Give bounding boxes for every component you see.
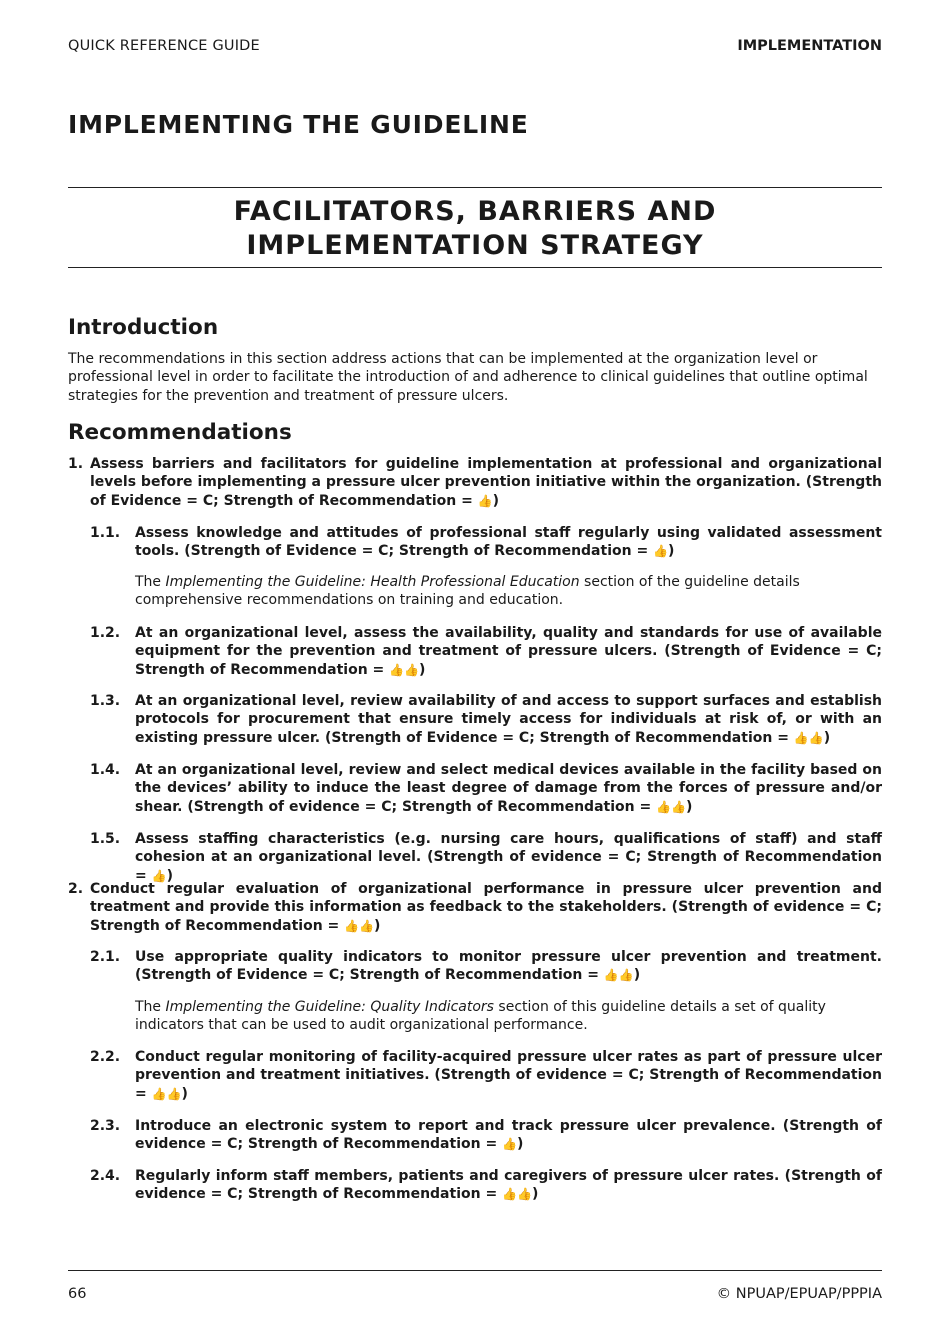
recommendation-text: Conduct regular monitoring of facility-acquired pressure ulcer rates as part of pressure ulcer prevention and treatment initiatives. (Strength of evidence = C; Strength of Recommendation = [135,1049,882,1102]
page-number: 66 [68,1286,87,1302]
recommendation-text: Conduct regular evaluation of organizational performance in pressure ulcer prevention and treatment and provide this information as feedback to the stakeholders. (Strength of evidence = C; Strength of Recommendation = [90,881,882,934]
thumbs-up-icon: 👍 [653,544,669,559]
title-bottom-rule [68,267,882,268]
recommendation-1-2: 1.2. At an organizational level, assess the availability, quality and standards for use of available equipment for the prevention and treatment of pressure ulcers. (Strength of Evidence = C; Strength of Recommendation = 👍👍) [90,625,882,678]
chapter-title-line-1: FACILITATORS, BARRIERS AND [233,196,717,227]
recommendation-number: 1.2. [90,625,121,641]
header-section-name: IMPLEMENTATION [737,38,882,54]
recommendation-2: 2. Conduct regular evaluation of organizational performance in pressure ulcer prevention and treatment and provide this information as feedback to the stakeholders. (Strength of evidence = C; Strength of Recommendation = 👍👍) [68,881,882,934]
page-footer [68,1286,882,1306]
recommendation-number: 2.4. [90,1168,121,1184]
recommendation-number: 2.3. [90,1118,121,1134]
cross-reference: Implementing the Guideline: Health Professional Education [165,574,580,590]
thumbs-up-icon: 👍 [502,1137,518,1152]
recommendation-text: At an organizational level, review availability of and access to support surfaces and establish protocols for procurement that ensure timely access for individuals at risk of, or with an existing pressure ulcer. (Strength of Evidence = C; Strength of Recommendation = [135,693,882,746]
recommendation-text: Assess staffing characteristics (e.g. nursing care hours, qualifications of staff) and staff cohesion at an organizational level. (Strength of evidence = C; Strength of Recommendation = [135,831,882,884]
recommendation-text: Assess knowledge and attitudes of professional staff regularly using validated assessment tools. (Strength of Evidence = C; Strength of Recommendation = [135,525,882,560]
running-header [68,38,882,58]
introduction-heading: Introduction [68,315,219,340]
recommendation-number: 1.5. [90,831,121,847]
recommendation-2-3: 2.3. Introduce an electronic system to report and track pressure ulcer prevalence. (Strength of evidence = C; Strength of Recommendation = 👍) [90,1118,882,1153]
header-guide-name: QUICK REFERENCE GUIDE [68,38,260,54]
copyright: © NPUAP/EPUAP/PPPIA [716,1286,882,1302]
thumbs-up-icon: 👍👍 [344,918,375,933]
footer-rule [68,1270,882,1271]
recommendation-text: Introduce an electronic system to report and track pressure ulcer prevalence. (Strength of evidence = C; Strength of Recommendation = [135,1118,882,1153]
section-title: IMPLEMENTING THE GUIDELINE [68,110,529,139]
note-health-professional-education: The Implementing the Guideline: Health Professional Education section of the guideline details comprehensive recommendations on training and education. [135,574,800,609]
thumbs-up-icon: 👍👍 [656,799,686,814]
recommendation-2-4: 2.4. Regularly inform staff members, patients and caregivers of pressure ulcer rates. (Strength of evidence = C; Strength of Recommendation = 👍👍) [90,1168,882,1203]
recommendation-number: 2. [68,881,84,897]
thumbs-up-icon: 👍👍 [502,1187,532,1202]
thumbs-up-icon: 👍 [477,493,493,508]
recommendation-number: 1.3. [90,693,121,709]
title-top-rule [68,187,882,188]
note-quality-indicators: The Implementing the Guideline: Quality Indicators section of this guideline details a set of quality indicators that can be used to audit organizational performance. [135,999,826,1034]
recommendation-text: At an organizational level, assess the availability, quality and standards for use of available equipment for the prevention and treatment of pressure ulcers. (Strength of Evidence = C; Strength of Recommendation = [135,625,882,678]
recommendation-2-2: 2.2. Conduct regular monitoring of facility-acquired pressure ulcer rates as part of pressure ulcer prevention and treatment initiatives. (Strength of evidence = C; Strength of Recommendation = 👍👍) [90,1049,882,1102]
recommendation-1-1: 1.1. Assess knowledge and attitudes of professional staff regularly using validated assessment tools. (Strength of Evidence = C; Strength of Recommendation = 👍) [90,525,882,560]
recommendation-1-5: 1.5. Assess staffing characteristics (e.g. nursing care hours, qualifications of staff) and staff cohesion at an organizational level. (Strength of evidence = C; Strength of Recommendation = 👍) [90,831,882,884]
recommendation-1-4: 1.4. At an organizational level, review and select medical devices available in the facility based on the devices’ ability to induce the least degree of damage from the forces of pressure and/or shear. (Strength of evidence = C; Strength of Recommendation = 👍👍) [90,762,882,815]
thumbs-up-icon: 👍👍 [793,730,824,745]
recommendations-heading: Recommendations [68,420,292,445]
thumbs-up-icon: 👍👍 [151,1086,182,1101]
recommendation-number: 1.4. [90,762,121,778]
chapter-title-line-2: IMPLEMENTATION STRATEGY [246,230,704,261]
recommendation-number: 2.1. [90,949,121,965]
recommendation-1-3: 1.3. At an organizational level, review availability of and access to support surfaces and establish protocols for procurement that ensure timely access for individuals at risk of, or with an existing pressure ulcer. (Strength of Evidence = C; Strength of Recommendation = 👍👍) [90,693,882,746]
recommendation-number: 1. [68,456,84,472]
thumbs-up-icon: 👍👍 [603,968,634,983]
cross-reference: Implementing the Guideline: Quality Indicators [165,999,494,1015]
recommendation-number: 1.1. [90,525,121,541]
recommendation-text: At an organizational level, review and select medical devices available in the facility based on the devices’ ability to induce the least degree of damage from the forces of pressure and/or shear. (Strength of evidence = C; Strength of Recommendation = [135,762,882,815]
thumbs-up-icon: 👍👍 [389,662,420,677]
recommendation-text: Regularly inform staff members, patients and caregivers of pressure ulcer rates. (Strength of evidence = C; Strength of Recommendation = [135,1168,882,1203]
recommendation-number: 2.2. [90,1049,121,1065]
thumbs-up-icon: 👍 [151,868,167,883]
recommendation-1: 1. Assess barriers and facilitators for guideline implementation at professional and organizational levels before implementing a pressure ulcer prevention initiative within the organization. (Strength of Evidence = C; Strength of Recommendation = 👍) [68,456,882,509]
chapter-title [68,195,882,263]
recommendation-text: Assess barriers and facilitators for guideline implementation at professional and organizational levels before implementing a pressure ulcer prevention initiative within the organization. (Strength of Evidence = C; Strength of Recommendation = [90,456,882,509]
recommendation-2-1: 2.1. Use appropriate quality indicators to monitor pressure ulcer prevention and treatment. (Strength of Evidence = C; Strength of Recommendation = 👍👍) [90,949,882,984]
introduction-text: The recommendations in this section address actions that can be implemented at the organization level or professional level in order to facilitate the introduction of and adherence to clinical guidelines that outline optimal strategies for the prevention and treatment of pressure ulcers. [68,351,868,404]
recommendation-text: Use appropriate quality indicators to monitor pressure ulcer prevention and treatment. (Strength of Evidence = C; Strength of Recommendation = [135,949,882,984]
